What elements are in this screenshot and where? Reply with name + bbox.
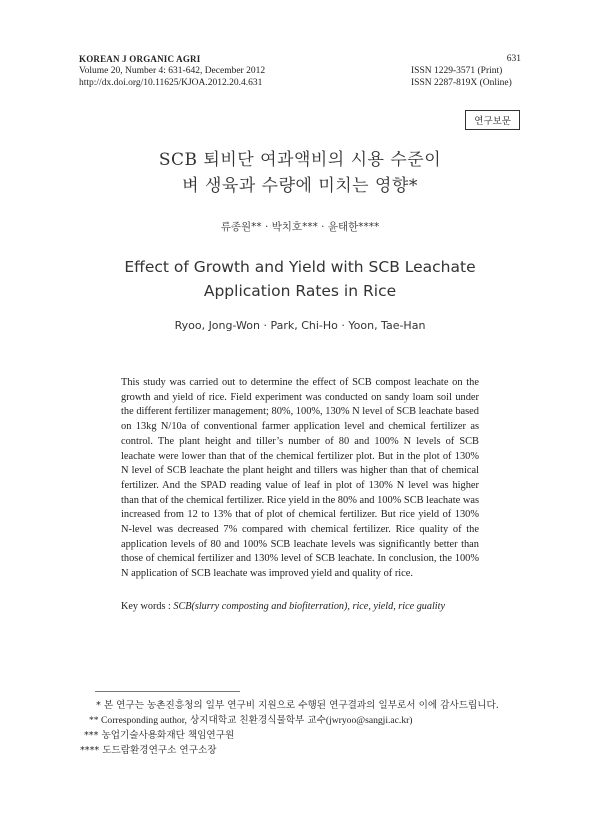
keywords-text: SCB(slurry composting and biofiterration), rice, yield, rice guality: [173, 601, 445, 612]
footnote-funding: * 본 연구는 농촌진흥청의 일부 연구비 지원으로 수행된 연구결과의 일부로서 이에 감사드립니다.: [96, 700, 499, 711]
english-title: [0, 255, 600, 303]
footnote-corresponding-affiliation: 상지대학교 친환경식물학부 교수: [190, 715, 326, 726]
volume-info: Volume 20, Number 4: 631-642, December 2012: [79, 66, 266, 76]
article-type-badge: 연구보문: [465, 110, 520, 130]
korean-authors: 류종원** · 박치호*** · 윤태한****: [220, 221, 380, 233]
korean-title-line-2: 벼 생육과 수량에 미치는 영향*: [182, 176, 418, 196]
keywords-label: Key words :: [121, 601, 171, 612]
footnote-author-3: **** 도드람환경연구소 연구소장: [80, 745, 217, 756]
journal-name: KOREAN J ORGANIC AGRI: [79, 54, 201, 64]
korean-title: [0, 147, 600, 199]
footnote-divider: [95, 691, 240, 692]
issn-print: ISSN 1229-3571 (Print): [411, 66, 503, 76]
abstract: This study was carried out to determine the effect of SCB compost leachate on the growth and yield of rice. Field experiment was conducted on sandy loam soil under the different fertilizer management; 80%, 100%, 130% N level of SCB leachate based on 13kg N/10a of conventional farmer application level and chemical fertilizer as control. The plant height and tiller’s number of 80 and 100% N levels of SCB leachate were lower than that of the chemical fertilizer plot. But in the plot of 130% N level of SCB leachate the plant height and tillers was higher than that of chemical fertilizer. And the SPAD reading value of leaf in plot of 130% N level was higher than that of the chemical fertilizer. Rice yield in the 80% and 100% SCB leachate was increased from 12 to 13% that of plot of chemical fertilizer. But rice yield of 130% N-level was decreased 7% compared with chemical fertilizer. Rice quality of the application levels of 80 and 100% SCB leachate levels was significantly better than those of chemical fertilizer and 130% level of SCB leachate. In conclusion, the 100% N application of SCB leachate was improved yield and quality of rice.: [121, 377, 479, 580]
issn-block: [411, 53, 521, 89]
footnote-corresponding: [89, 714, 413, 728]
page-number: 631: [506, 54, 521, 64]
issn-online: ISSN 2287-819X (Online): [411, 78, 512, 88]
footnote-corresponding-email[interactable]: (jwryoo@sangji.ac.kr): [325, 715, 413, 726]
footnote-corresponding-prefix: ** Corresponding author,: [89, 715, 187, 726]
doi-link[interactable]: http://dx.doi.org/10.11625/KJOA.2012.20.4.631: [79, 78, 263, 88]
english-title-line-1: Effect of Growth and Yield with SCB Leachate: [124, 258, 476, 276]
english-title-line-2: Application Rates in Rice: [203, 282, 397, 300]
journal-header: [79, 53, 265, 89]
keywords: [121, 601, 501, 612]
footnote-author-2: *** 농업기술사용화재단 책임연구원: [84, 730, 235, 741]
english-authors: Ryoo, Jong-Won · Park, Chi-Ho · Yoon, Tae-Han: [174, 319, 426, 332]
korean-title-line-1: SCB 퇴비단 여과액비의 시용 수준이: [158, 150, 442, 170]
